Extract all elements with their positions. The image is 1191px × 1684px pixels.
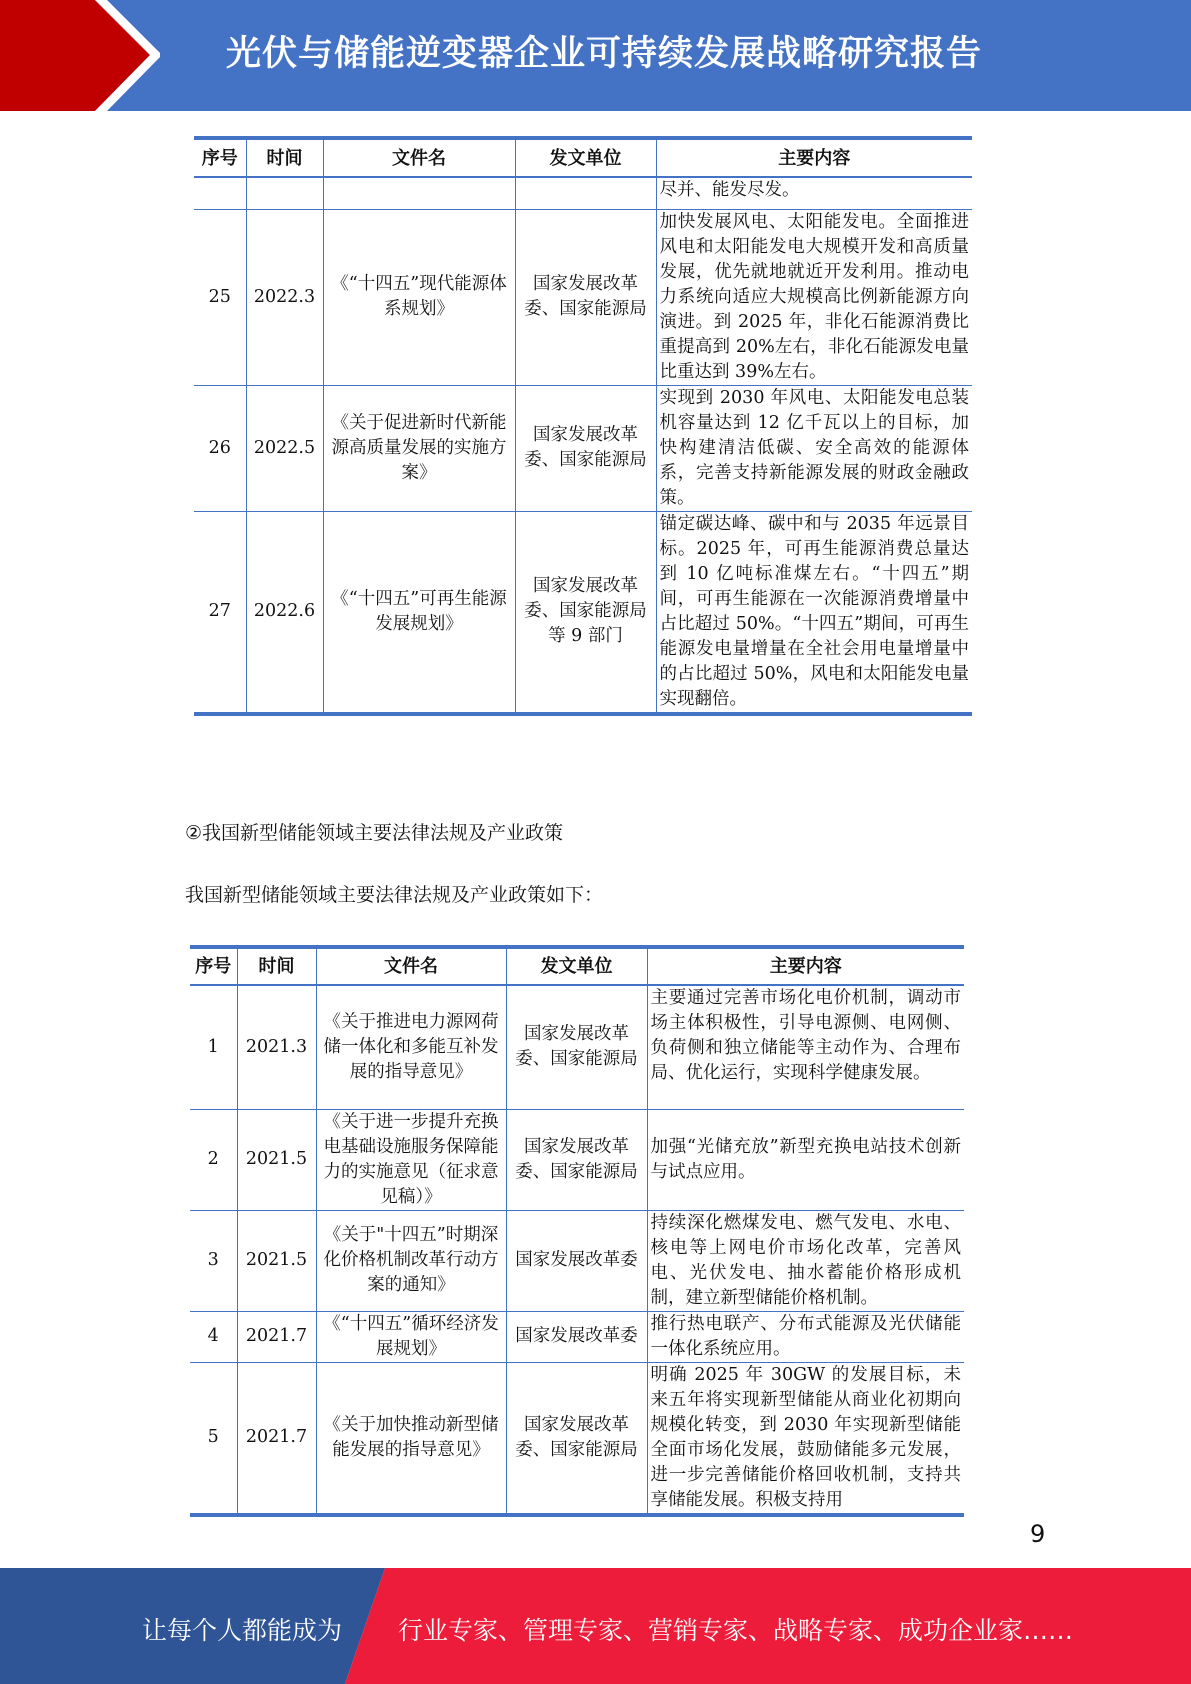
cell-issuer: 国家发展改革委、国家能源局 bbox=[506, 1362, 647, 1515]
policy-table-1 bbox=[194, 136, 972, 716]
header-content: 主要内容 bbox=[656, 138, 972, 177]
cell-date: 2021.5 bbox=[237, 1109, 316, 1210]
cell-issuer: 国家发展改革委、国家能源局 bbox=[515, 385, 656, 511]
table-row bbox=[190, 1109, 964, 1210]
table-row bbox=[194, 209, 972, 385]
cell-date: 2021.5 bbox=[237, 1210, 316, 1311]
cell-content: 主要通过完善市场化电价机制，调动市场主体积极性，引导电源侧、电网侧、负荷侧和独立储能等主动作为、合理布局、优化运行，实现科学健康发展。 bbox=[647, 985, 964, 1109]
cell-content: 明确 2025 年 30GW 的发展目标，未来五年将实现新型储能从商业化初期向规模化转变，到 2030 年实现新型储能全面市场化发展，鼓励储能多元发展，进一步完善储能价格回收机制，支持共享储能发展。积极支持用 bbox=[647, 1362, 964, 1515]
cell-issuer bbox=[515, 177, 656, 209]
table-row bbox=[194, 511, 972, 714]
header-date: 时间 bbox=[246, 138, 323, 177]
cell-date: 2022.5 bbox=[246, 385, 323, 511]
cell-name: 《关于"十四五”时期深化价格机制改革行动方案的通知》 bbox=[316, 1210, 506, 1311]
header-red-arrow bbox=[0, 0, 160, 111]
cell-no: 5 bbox=[190, 1362, 237, 1515]
cell-name bbox=[323, 177, 515, 209]
cell-no: 1 bbox=[190, 985, 237, 1109]
cell-name: 《“十四五”可再生能源发展规划》 bbox=[323, 511, 515, 714]
cell-content: 锚定碳达峰、碳中和与 2035 年远景目标。2025 年，可再生能源消费总量达到 10 亿吨标准煤左右。“十四五”期间，可再生能源在一次能源消费增量中占比超过 50%。“十四五”期间，可再生能源发电量增量在全社会用电量增量中的占比超过 50%，风电和太阳能发电量实现翻倍。 bbox=[656, 511, 972, 714]
header-no: 序号 bbox=[190, 947, 237, 985]
cell-date bbox=[246, 177, 323, 209]
table-row bbox=[194, 177, 972, 209]
section-intro: 我国新型储能领域主要法律法规及产业政策如下： bbox=[185, 884, 604, 906]
table-row bbox=[190, 1362, 964, 1515]
cell-date: 2021.3 bbox=[237, 985, 316, 1109]
cell-issuer: 国家发展改革委、国家能源局等 9 部门 bbox=[515, 511, 656, 714]
cell-content: 持续深化燃煤发电、燃气发电、水电、核电等上网电价市场化改革，完善风电、光伏发电、抽水蓄能价格形成机制，建立新型储能价格机制。 bbox=[647, 1210, 964, 1311]
cell-name: 《关于进一步提升充换电基础设施服务保障能力的实施意见（征求意见稿）》 bbox=[316, 1109, 506, 1210]
header-title: 光伏与储能逆变器企业可持续发展战略研究报告 bbox=[226, 34, 983, 74]
footer-slogan-right: 行业专家、管理专家、营销专家、战略专家、成功企业家…… bbox=[398, 1616, 1074, 1645]
cell-no: 3 bbox=[190, 1210, 237, 1311]
cell-content: 加强“光储充放”新型充换电站技术创新与试点应用。 bbox=[647, 1109, 964, 1210]
header-issuer: 发文单位 bbox=[515, 138, 656, 177]
page-header bbox=[0, 0, 1191, 111]
cell-no: 25 bbox=[194, 209, 246, 385]
policy-table-2 bbox=[190, 945, 964, 1517]
cell-no: 2 bbox=[190, 1109, 237, 1210]
section-title: ②我国新型储能领域主要法律法规及产业政策 bbox=[185, 822, 564, 844]
cell-issuer: 国家发展改革委、国家能源局 bbox=[515, 209, 656, 385]
cell-content: 尽并、能发尽发。 bbox=[656, 177, 972, 209]
cell-content: 推行热电联产、分布式能源及光伏储能一体化系统应用。 bbox=[647, 1311, 964, 1362]
cell-date: 2021.7 bbox=[237, 1311, 316, 1362]
cell-date: 2022.6 bbox=[246, 511, 323, 714]
cell-name: 《“十四五”现代能源体系规划》 bbox=[323, 209, 515, 385]
cell-name: 《“十四五”循环经济发展规划》 bbox=[316, 1311, 506, 1362]
table-header-row bbox=[194, 138, 972, 177]
cell-no: 27 bbox=[194, 511, 246, 714]
cell-no: 4 bbox=[190, 1311, 237, 1362]
cell-date: 2021.7 bbox=[237, 1362, 316, 1515]
cell-issuer: 国家发展改革委、国家能源局 bbox=[506, 1109, 647, 1210]
table-header-row bbox=[190, 947, 964, 985]
page-number: 9 bbox=[1030, 1520, 1046, 1548]
cell-name: 《关于促进新时代新能源高质量发展的实施方案》 bbox=[323, 385, 515, 511]
table-row bbox=[194, 385, 972, 511]
cell-name: 《关于加快推动新型储能发展的指导意见》 bbox=[316, 1362, 506, 1515]
cell-issuer: 国家发展改革委 bbox=[506, 1311, 647, 1362]
page-footer bbox=[0, 1568, 1191, 1684]
cell-name: 《关于推进电力源网荷储一体化和多能互补发展的指导意见》 bbox=[316, 985, 506, 1109]
table-row bbox=[190, 985, 964, 1109]
cell-issuer: 国家发展改革委、国家能源局 bbox=[506, 985, 647, 1109]
cell-issuer: 国家发展改革委 bbox=[506, 1210, 647, 1311]
header-name: 文件名 bbox=[316, 947, 506, 985]
footer-slogan-left: 让每个人都能成为 bbox=[142, 1616, 343, 1645]
cell-no: 26 bbox=[194, 385, 246, 511]
header-content: 主要内容 bbox=[647, 947, 964, 985]
header-no: 序号 bbox=[194, 138, 246, 177]
table-row bbox=[190, 1210, 964, 1311]
cell-date: 2022.3 bbox=[246, 209, 323, 385]
cell-content: 实现到 2030 年风电、太阳能发电总装机容量达到 12 亿千瓦以上的目标，加快构建清洁低碳、安全高效的能源体系，完善支持新能源发展的财政金融政策。 bbox=[656, 385, 972, 511]
cell-content: 加快发展风电、太阳能发电。全面推进风电和太阳能发电大规模开发和高质量发展，优先就地就近开发利用。推动电力系统向适应大规模高比例新能源方向演进。到 2025 年，非化石能源消费比重提高到 20%左右，非化石能源发电量比重达到 39%左右。 bbox=[656, 209, 972, 385]
header-issuer: 发文单位 bbox=[506, 947, 647, 985]
cell-no bbox=[194, 177, 246, 209]
table-row bbox=[190, 1311, 964, 1362]
header-name: 文件名 bbox=[323, 138, 515, 177]
header-date: 时间 bbox=[237, 947, 316, 985]
